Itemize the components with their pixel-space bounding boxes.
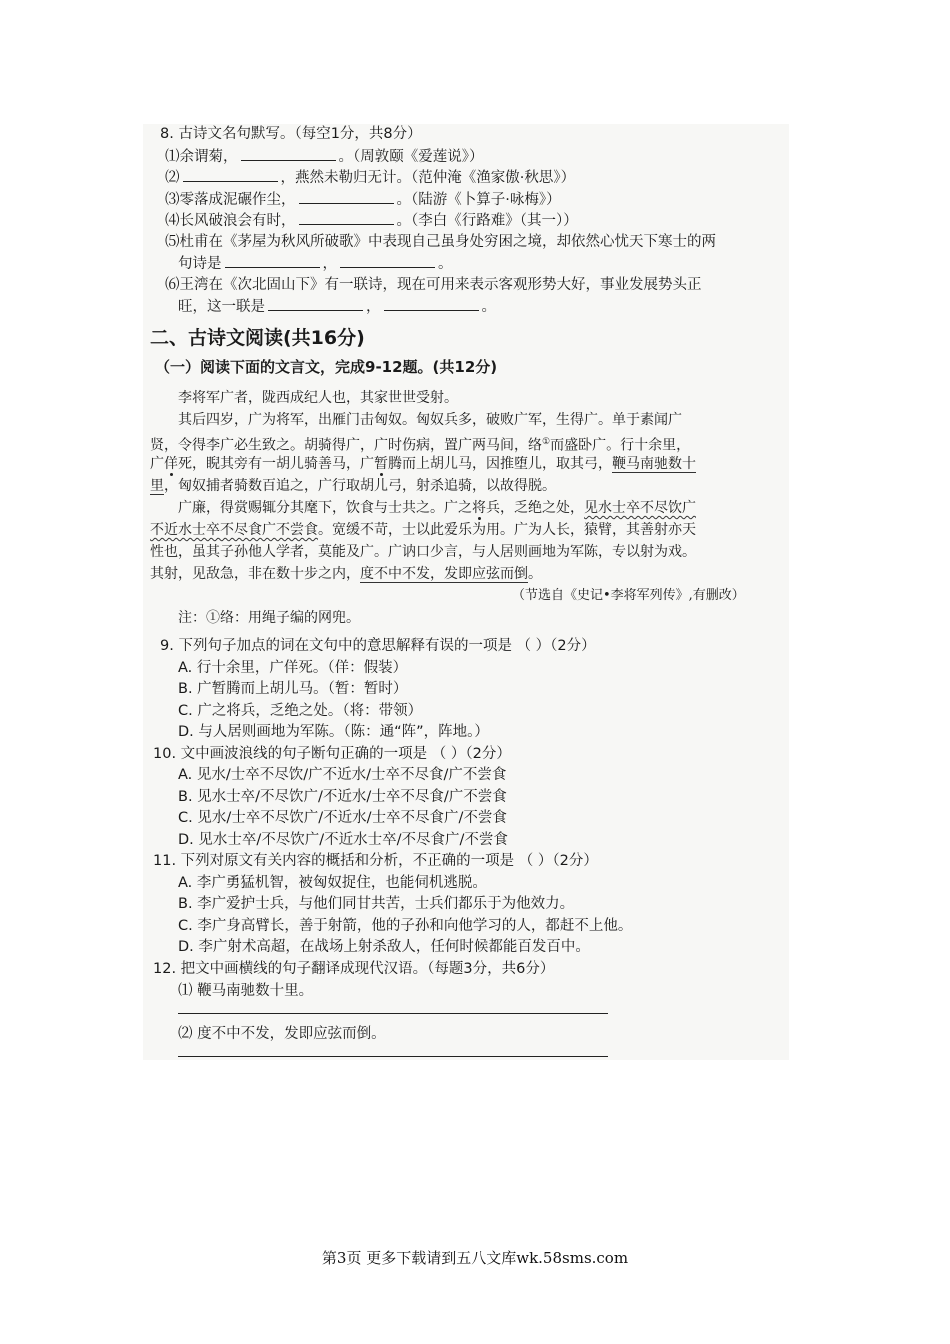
q10-option-a[interactable]: A. 见水/士卒不尽饮/广不近水/士卒不尽食/广不尝食 [178,767,507,783]
wavy-sentence: 见水士卒不尽饮广 [584,500,696,516]
answer-blank[interactable] [299,190,394,204]
q11-title: 11. 下列对原文有关内容的概括和分析，不正确的一项是 （ ）（2分） [153,853,598,869]
q8-line-5: ⑸杜甫在《茅屋为秋风所破歌》中表现自己虽身处穷困之境，却依然心忧天下寒士的两 [165,234,716,250]
passage-source: （节选自《史记•李将军列传》,有删改） [512,588,745,603]
passage-line-5: 里，匈奴捕者骑数百追之，广行取胡儿弓，射杀追骑，以故得脱。 [150,478,556,494]
q8-line-7: ⑹王湾在《次北固山下》有一联诗，现在可用来表示客观形势大好，事业发展势头正 [165,277,702,293]
q9-title: 9. 下列句子加点的词在文句中的意思解释有误的一项是 （ ）（2分） [160,638,596,654]
answer-blank[interactable] [225,254,320,268]
passage-line-7: 不近水士卒不尽食广不尝食。宽缓不苛，士以此爱乐为用。广为人长，猿臂，其善射亦天 [150,522,696,538]
q12-sentence-2: ⑵ 度不中不发，发即应弦而倒。 [178,1026,386,1042]
passage-line-9: 其射，见敌急，非在数十步之内，度不中不发，发即应弦而倒。 [150,566,542,582]
passage-note: 注：①络：用绳子编的网兜。 [178,610,360,626]
answer-blank[interactable] [183,168,278,182]
q10-option-b[interactable]: B. 见水士卒/不尽饮广/不近水/士卒不尽食/广不尝食 [178,789,507,805]
q11-option-c[interactable]: C. 李广身高臂长，善于射箭，他的子孙和向他学习的人，都赶不上他。 [178,918,633,934]
q10-option-d[interactable]: D. 见水士卒/不尽饮广/不近水士卒/不尽食广/不尝食 [178,832,508,848]
passage-line-3: 贤，令得李广必生致之。胡骑得广，广时伤病，置广两马间，络①而盛卧广。行十余里， [150,437,691,454]
q10-title: 10. 文中画波浪线的句子断句正确的一项是 （ ）（2分） [153,746,511,762]
q8-line-1: ⑴余谓菊， 。（周敦颐《爱莲说》） [165,149,484,165]
answer-line-2[interactable] [178,1056,608,1057]
passage-line-1: 李将军广者，陇西成纪人也，其家世世受射。 [178,390,458,406]
q8-line-6: 句诗是 ， 。 [178,256,453,272]
q9-option-c[interactable]: C. 广之将兵，乏绝之处。（将：带领） [178,703,423,719]
answer-blank[interactable] [268,297,363,311]
q11-option-b[interactable]: B. 李广爱护士兵，与他们同甘共苦，士兵们都乐于为他效力。 [178,896,575,912]
q11-option-d[interactable]: D. 李广射术高超，在战场上射杀敌人，任何时候都能百发百中。 [178,939,590,955]
q8-line-8: 旺，这一联是 ， 。 [178,299,496,315]
answer-blank[interactable] [340,254,435,268]
q9-option-d[interactable]: D. 与人居则画地为军陈。（陈：通“阵”，阵地。） [178,724,489,740]
footnote-marker: ① [542,437,551,447]
answer-line-1[interactable] [178,1013,608,1014]
underlined-sentence-1: 鞭马南驰数十 [612,456,696,472]
q8-line-2: ⑵ ，燕然未勒归无计。（范仲淹《渔家傲·秋思》） [165,170,576,186]
passage-line-4: 广佯死，睨其旁有一胡儿骑善马，广暂腾而上胡儿马，因推堕儿，取其弓，鞭马南驰数十 [150,456,696,472]
passage-line-2: 其后四岁，广为将军，出雁门击匈奴。匈奴兵多，破败广军，生得广。单于素闻广 [178,412,682,428]
answer-blank[interactable] [241,147,336,161]
passage-line-8: 性也，虽其子孙他人学者，莫能及广。广讷口少言，与人居则画地为军陈，专以射为戏。 [150,544,696,560]
q11-option-a[interactable]: A. 李广勇猛机智，被匈奴捉住，也能伺机逃脱。 [178,875,487,891]
q9-option-b[interactable]: B. 广暂腾而上胡儿马。（暂：暂时） [178,681,408,697]
q8-line-3: ⑶零落成泥碾作尘， 。（陆游《卜算子·咏梅》） [165,192,561,208]
q12-title: 12. 把文中画横线的句子翻译成现代汉语。（每题3分，共6分） [153,961,555,977]
answer-blank[interactable] [384,297,479,311]
section-2-subtitle: （一）阅读下面的文言文，完成9-12题。(共12分) [155,358,498,376]
q10-option-c[interactable]: C. 见水/士卒不尽饮广/不近水/士卒不尽食广/不尝食 [178,810,507,826]
section-2-title: 二、古诗文阅读(共16分) [150,327,365,349]
q9-option-a[interactable]: A. 行十余里，广佯死。（佯：假装） [178,660,408,676]
q12-sentence-1: ⑴ 鞭马南驰数十里。 [178,983,314,999]
answer-blank[interactable] [299,211,394,225]
passage-line-6: 广廉，得赏赐辄分其麾下，饮食与士共之。广之将兵，乏绝之处，见水士卒不尽饮广 [178,500,696,516]
q8-title: 8. 古诗文名句默写。（每空1分，共8分） [160,126,422,142]
q8-line-4: ⑷长风破浪会有时， 。（李白《行路难》（其一）） [165,213,578,229]
page-footer: 第3页 更多下载请到五八文库wk.58sms.com [321,1249,629,1267]
underlined-sentence-2: 度不中不发，发即应弦而倒 [360,566,528,582]
